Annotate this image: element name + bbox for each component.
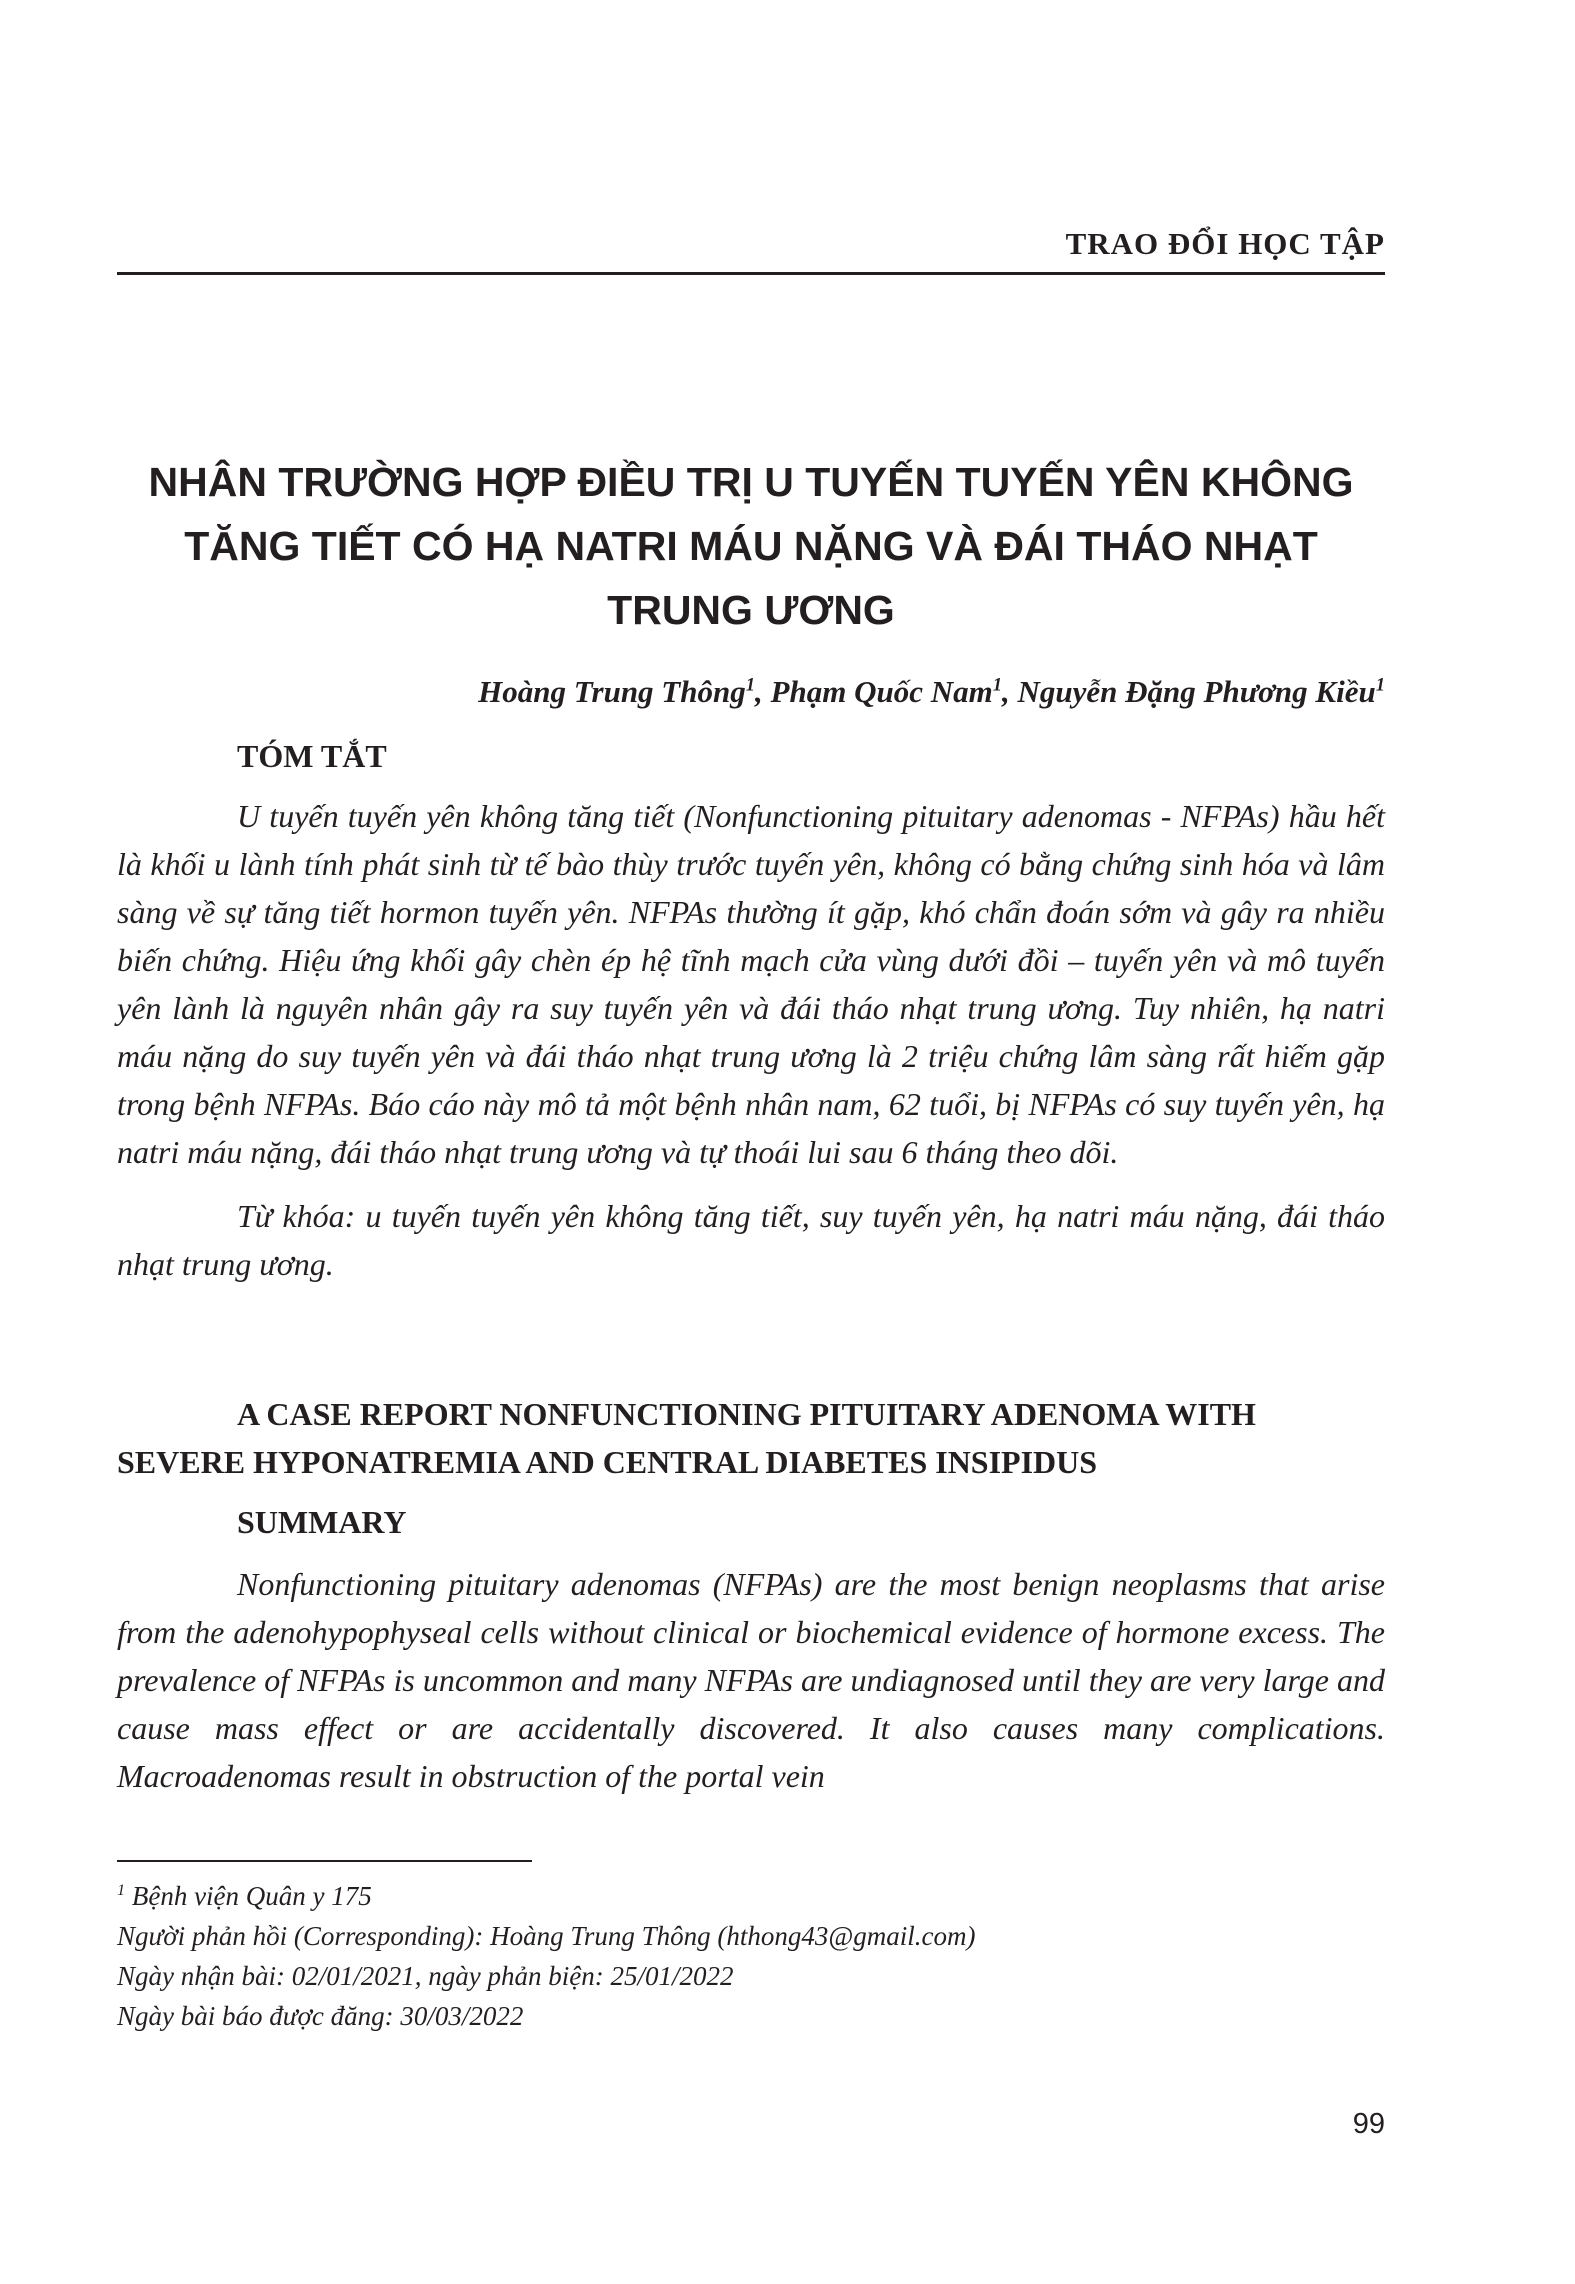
footnote-affiliation [117, 1876, 1385, 1916]
author-name: Hoàng Trung Thông [478, 674, 746, 709]
vietnamese-abstract [117, 734, 1385, 1288]
affiliation-mark: 1 [1375, 674, 1385, 696]
affiliation-mark: 1 [117, 1881, 126, 1899]
affiliation-text: Bệnh viện Quân y 175 [131, 1881, 372, 1911]
title-line: NHÂN TRƯỜNG HỢP ĐIỀU TRỊ U TUYẾN TUYẾN YÊN KHÔNG [148, 459, 1354, 505]
abstract-heading: TÓM TẮT [237, 738, 387, 774]
author-name: Nguyễn Đặng Phương Kiều [1017, 674, 1376, 709]
footnote-divider [117, 1860, 532, 1862]
english-abstract [117, 1390, 1385, 1800]
author-list: Hoàng Trung Thông$^1$, Phạm Quốc Nam$^1$, Nguyễn Đặng Phương Kiều$^1$ [478, 674, 1385, 709]
article-title [117, 450, 1385, 642]
page-number: 99 [1352, 2108, 1385, 2140]
affiliation-mark: 1 [992, 674, 1003, 696]
english-title: A CASE REPORT NONFUNCTIONING PITUITARY ADENOMA WITH SEVERE HYPONATREMIA AND CENTRAL DIABETES INSIPIDUS [117, 1396, 1256, 1480]
footnote-corresponding: Người phản hồi (Corresponding): Hoàng Trung Thông (hthong43@gmail.com) [117, 1921, 976, 1951]
keywords: Từ khóa: u tuyến tuyến yên không tăng tiết, suy tuyến yên, hạ natri máu nặng, đái tháo nhạt trung ương. [117, 1198, 1385, 1282]
title-line: TĂNG TIẾT CÓ HẠ NATRI MÁU NẶNG VÀ ĐÁI THÁO NHẠT [184, 523, 1318, 569]
header-divider [117, 272, 1385, 275]
author-name: Phạm Quốc Nam [770, 674, 993, 709]
summary-text: Nonfunctioning pituitary adenomas (NFPAs) are the most benign neoplasms that arise from the adenohypophyseal cells without clinical or biochemical evidence of hormone excess. The prevalence of NFPAs is uncommon and many NFPAs are undiagnosed until they are very large and cause mass effect or are accidentally discovered. It also causes many complications. Macroadenomas result in obstruction of the portal vein [117, 1566, 1385, 1794]
affiliation-mark: 1 [745, 674, 756, 696]
footnote-received: Ngày nhận bài: 02/01/2021, ngày phản biện: 25/01/2022 [117, 1961, 734, 1991]
abstract-text: U tuyến tuyến yên không tăng tiết (Nonfunctioning pituitary adenomas - NFPAs) hầu hết là khối u lành tính phát sinh từ tế bào thùy trước tuyến yên, không có bằng chứng sinh hóa và lâm sàng về sự tăng tiết hormon tuyến yên. NFPAs thường ít gặp, khó chẩn đoán sớm và gây ra nhiều biến chứng. Hiệu ứng khối gây chèn ép hệ tĩnh mạch cửa vùng dưới đồi – tuyến yên và mô tuyến yên lành là nguyên nhân gây ra suy tuyến yên và đái tháo nhạt trung ương. Tuy nhiên, hạ natri máu nặng do suy tuyến yên và đái tháo nhạt trung ương là 2 triệu chứng lâm sàng rất hiếm gặp trong bệnh NFPAs. Báo cáo này mô tả một bệnh nhân nam, 62 tuổi, bị NFPAs có suy tuyến yên, hạ natri máu nặng, đái tháo nhạt trung ương và tự thoái lui sau 6 tháng theo dõi. [117, 798, 1385, 1170]
footnote-published: Ngày bài báo được đăng: 30/03/2022 [117, 2001, 524, 2031]
summary-heading: SUMMARY [237, 1504, 407, 1540]
footnotes [117, 1876, 1385, 2036]
title-line: TRUNG ƯƠNG [607, 587, 895, 633]
section-label: TRAO ĐỔI HỌC TẬP [1065, 226, 1385, 261]
